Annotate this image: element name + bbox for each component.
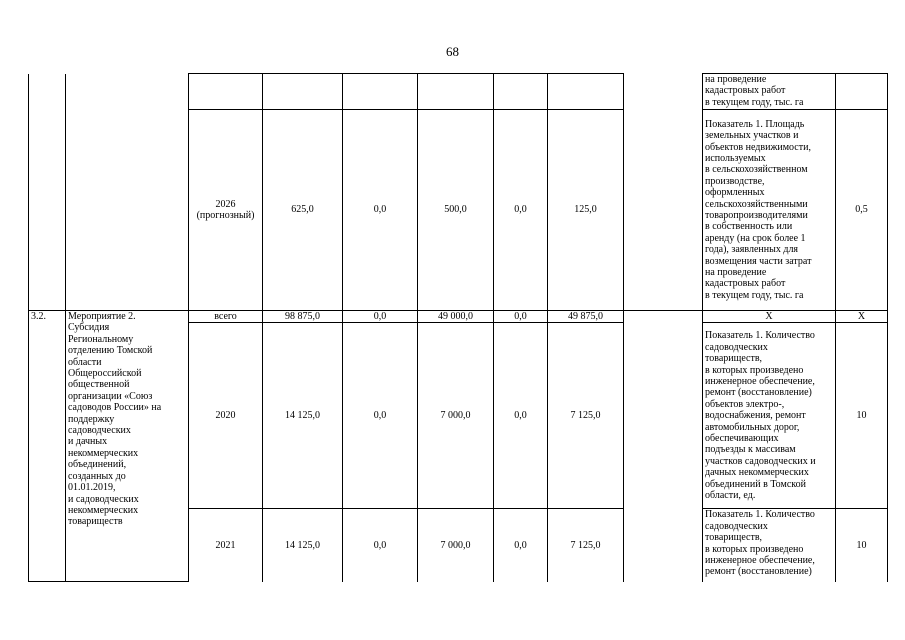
total-cell: 14 125,0 [263,509,343,582]
regional-cell: 7 000,0 [418,323,494,509]
regional-cell: 49 000,0 [418,311,494,323]
extra-cell: 125,0 [548,110,624,311]
indicator-cell: Показатель 1. Количество садоводческих товариществ, в которых произведено инженерное обеспечение, ремонт (восстановление) [703,509,836,582]
indicator-cell: Показатель 1. Площадь земельных участков и объектов недвижимости, используемых в сельскохозяйственном производстве, оформленных сельскохозяйственными товаропроизводителями в собственность или аренду (на срок более 1 года), заявленных для возмещения части затрат на проведение кадастровых работ в текущем году, тыс. га [703,110,836,311]
federal-cell: 0,0 [343,509,418,582]
year-cell-empty [189,74,263,110]
local-cell: 0,0 [494,509,548,582]
table-row [29,74,888,110]
item-number: 3.2. [29,311,66,582]
federal-cell: 0,0 [343,323,418,509]
name-cell-empty [66,74,189,311]
indicator-cell: Показатель 1. Количество садоводческих товариществ, в которых произведено инженерное обеспечение, ремонт (восстановление) объектов электро-, водоснабжения, ремонт автомобильных дорог, обеспечивающих подъезды к массивам участков садоводческих и дачных некоммерческих объединений в Томской области, ед. [703,323,836,509]
value-cell: 10 [836,509,888,582]
regional-cell: 7 000,0 [418,509,494,582]
total-cell: 625,0 [263,110,343,311]
year-cell: 2020 [189,323,263,509]
table-row [29,311,888,323]
value-cell: Х [836,311,888,323]
federal-cell: 0,0 [343,110,418,311]
page-number: 68 [446,44,459,59]
extra-cell: 7 125,0 [548,323,624,509]
total-cell: 98 875,0 [263,311,343,323]
federal-cell: 0,0 [343,311,418,323]
year-cell: всего [189,311,263,323]
local-cell: 0,0 [494,110,548,311]
local-cell: 0,0 [494,311,548,323]
program-table [28,73,888,582]
extra-cell: 7 125,0 [548,509,624,582]
executor-cell-empty [624,311,703,582]
local-cell: 0,0 [494,323,548,509]
regional-cell: 500,0 [418,110,494,311]
total-cell: 14 125,0 [263,323,343,509]
executor-cell-empty [624,74,703,311]
extra-cell: 49 875,0 [548,311,624,323]
item-name: Мероприятие 2. Субсидия Региональному отделению Томской области Общероссийской общественной организации «Союз садоводов России» на поддержку садоводческих и дачных некоммерческих объединений, созданных до 01.01.2019, и садоводческих некоммерческих товариществ [66,311,189,582]
value-cell: 10 [836,323,888,509]
num-cell-empty [29,74,66,311]
value-cell: 0,5 [836,110,888,311]
year-cell: 2026 (прогнозный) [189,110,263,311]
indicator-cell: Х [703,311,836,323]
year-cell: 2021 [189,509,263,582]
indicator-cell: на проведение кадастровых работ в текущем году, тыс. га [703,74,836,110]
